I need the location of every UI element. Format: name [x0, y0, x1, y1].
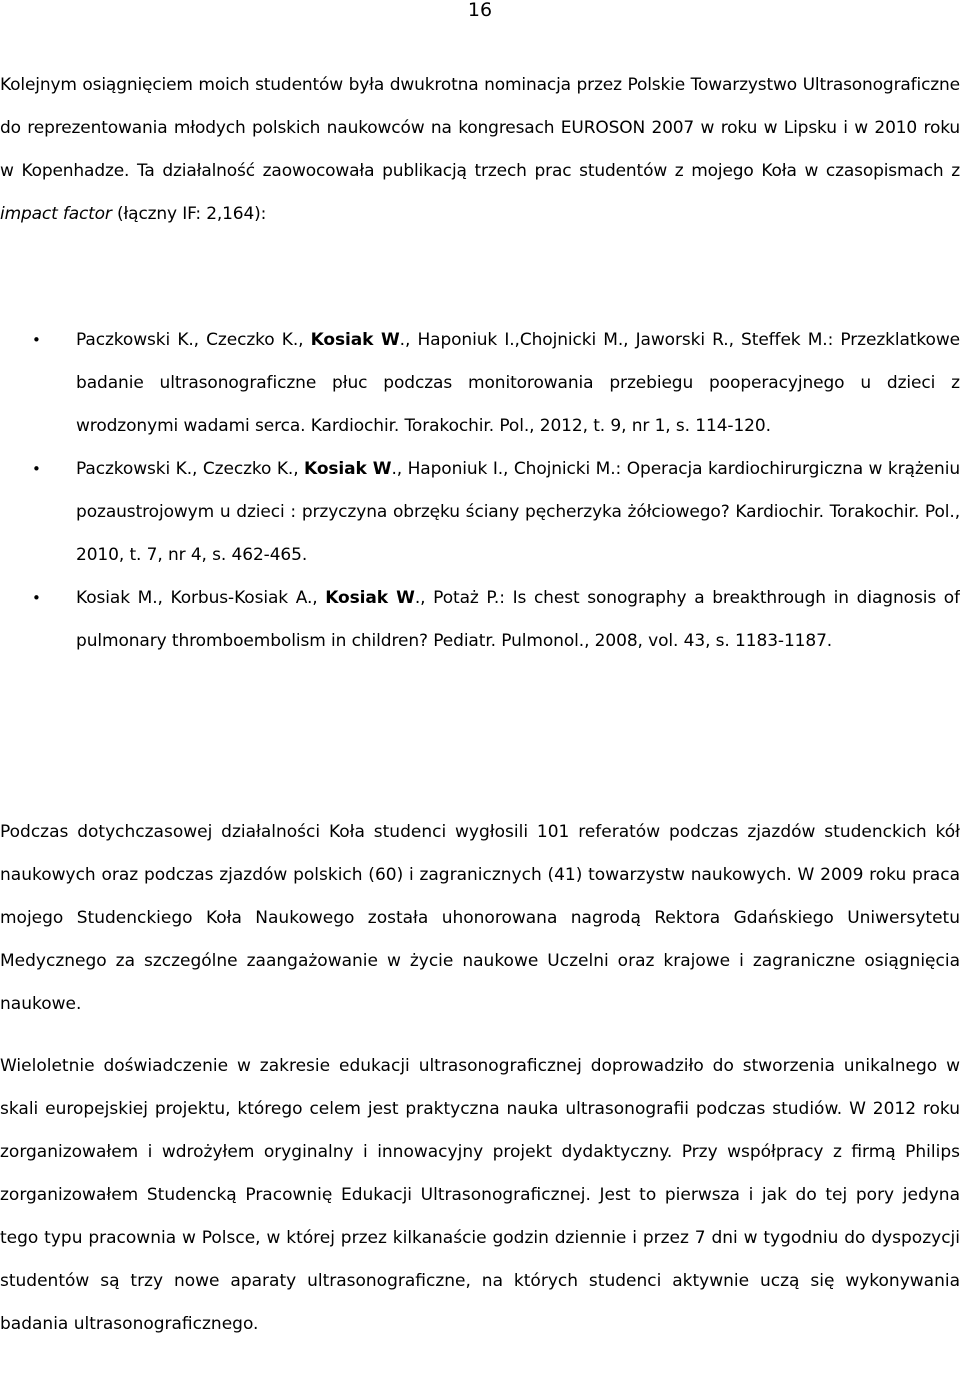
publication-bold-author: Kosiak W [304, 459, 392, 479]
body-paragraph-activities: Podczas dotychczasowej działalności Koła studenci wygłosili 101 referatów podczas zjazdów studenckich kół naukowych oraz podczas zjazdów polskich (60) i zagranicznych (41) towarzystw naukowych. W 2009 roku praca mojego Studenckiego Koła Naukowego została uhonorowana nagrodą Rektora Gdańskiego Uniwersytetu Medycznego za szczególne zaangażowanie w życie naukowe Uczelni oraz krajowe i zagraniczne osiągnięcia naukowe. [0, 822, 960, 1014]
intro-text: Kolejnym osiągnięciem moich studentów była dwukrotna nominacja przez Polskie Towarzystwo Ultrasonograficzne do reprezentowania młodych polskich naukowców na kongresach EUROSON 2007 w roku w Lipsku i w 2010 roku w Kopenhadze. Ta działalność zaowocowała publikacją trzech prac studentów z mojego Koła w czasopismach z [0, 75, 960, 181]
page-number: 16 [467, 0, 493, 21]
bullet-icon: • [32, 331, 41, 349]
publication-item [0, 319, 960, 448]
body-paragraph-education: Wieloletnie doświadczenie w zakresie edukacji ultrasonograficznej doprowadziło do stworzenia unikalnego w skali europejskiej projektu, którego celem jest praktyczna nauka ultrasonografii podczas studiów. W 2012 roku zorganizowałem i wdrożyłem oryginalny i innowacyjny projekt dydaktyczny. Przy współpracy z firmą Philips zorganizowałem Studencką Pracownię Edukacji Ultrasonograficznej. Jest to pierwsza i jak do tej pory jedyna tego typu pracownia w Polsce, w której przez kilkanaście godzin dziennie i przez 7 dni w tygodniu do dyspozycji studentów są trzy nowe aparaty ultrasonograficzne, na których studenci aktywnie uczą się wykonywania badania ultrasonograficznego. [0, 1056, 960, 1334]
publication-authors: Paczkowski K., Czeczko K., [76, 459, 305, 479]
bullet-icon: • [32, 589, 41, 607]
intro-paragraph [0, 64, 960, 236]
publication-authors: Paczkowski K., Czeczko K., [76, 330, 311, 350]
publication-authors-rest: ., Potaż P.: [414, 588, 513, 608]
publication-item [0, 577, 960, 663]
publication-authors-rest: ., Haponiuk I., Chojnicki M.: [391, 459, 627, 479]
publication-bold-author: Kosiak W [325, 588, 415, 608]
publication-authors-rest: ., Haponiuk I.,Chojnicki M., Jaworski R., Steffek M.: [399, 330, 841, 350]
publication-title-source: Is chest sonography a breakthrough in diagnosis of pulmonary thromboembolism in children? Pediatr. Pulmonol., 2008, vol. 43, s. 1183-1187. [76, 588, 960, 651]
publication-bold-author: Kosiak W [310, 330, 400, 350]
publication-list [0, 319, 960, 663]
publication-title-source: Operacja kardiochirurgiczna w krążeniu pozaustrojowym u dzieci : przyczyna obrzęku ściany pęcherzyka żółciowego? Kardiochir. Torakochir. Pol., 2010, t. 7, nr 4, s. 462-465. [76, 459, 960, 565]
publication-authors: Kosiak M., Korbus-Kosiak A., [76, 588, 326, 608]
intro-text-end: (łączny IF: 2,164): [111, 204, 267, 224]
intro-italic-term: impact factor [0, 204, 112, 224]
publication-title-source: Przezklatkowe badanie ultrasonograficzne płuc podczas monitorowania przebiegu pooperacyjnego u dzieci z wrodzonymi wadami serca. Kardiochir. Torakochir. Pol., 2012, t. 9, nr 1, s. 114-120. [76, 330, 960, 436]
bullet-icon: • [32, 460, 41, 478]
publication-item [0, 448, 960, 577]
